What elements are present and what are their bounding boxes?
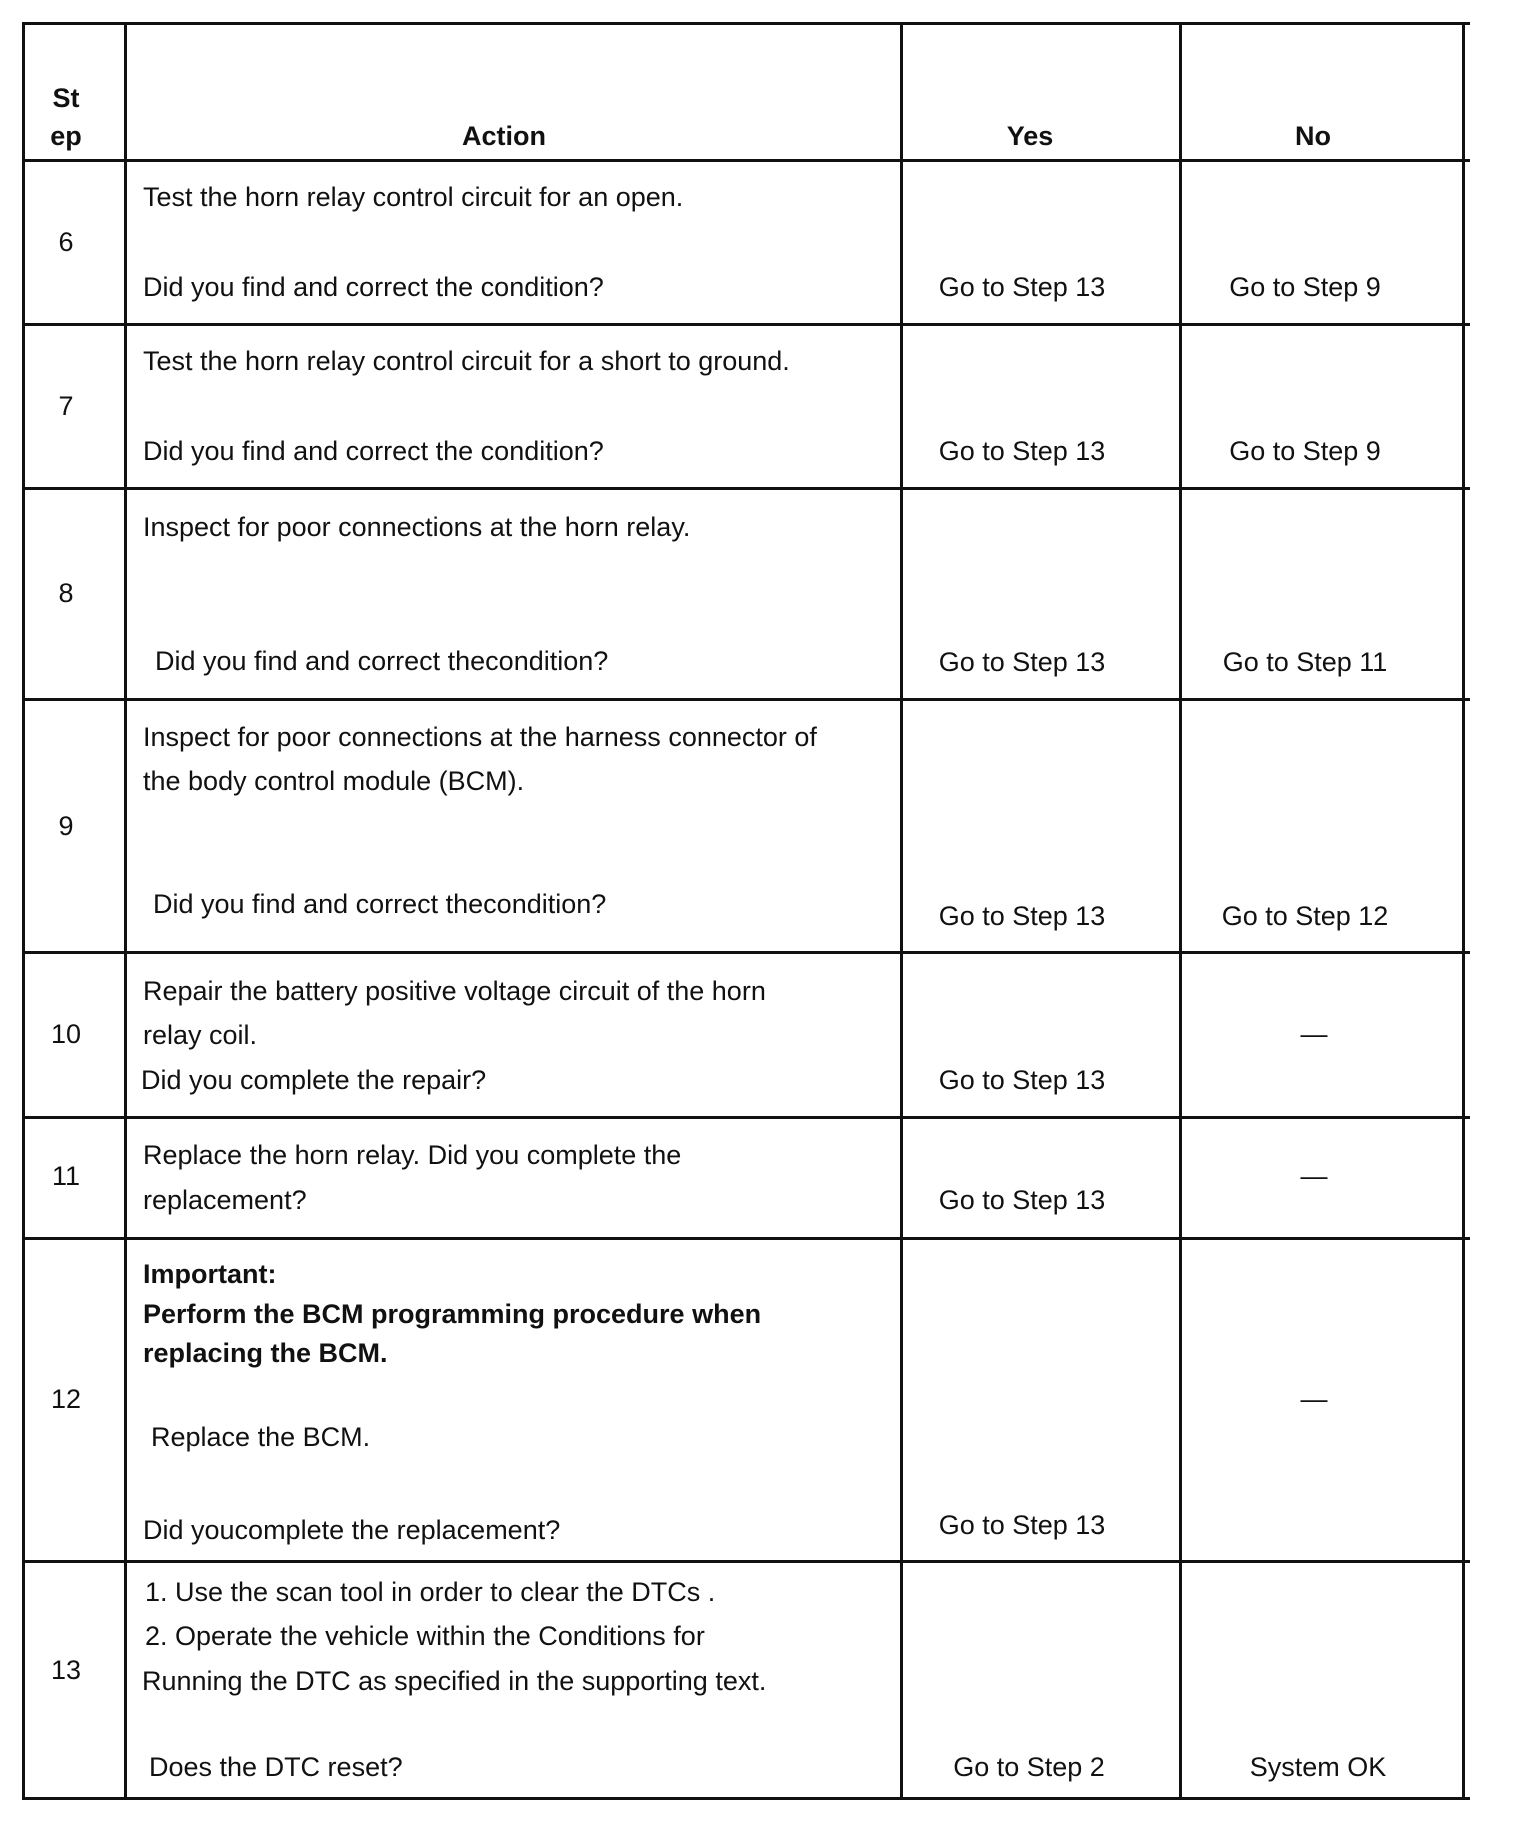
important-note: Perform the BCM programming procedure when: [143, 1299, 762, 1329]
no-cell-dash: —: [1300, 1384, 1328, 1414]
action-text: Replace the BCM.: [151, 1422, 371, 1452]
step-number: 12: [50, 1384, 82, 1414]
action-text-line2: the body control module (BCM).: [143, 766, 525, 796]
action-question: Did you find and correct the condition?: [143, 436, 604, 466]
action-list-item-1: 1. Use the scan tool in order to clear the DTCs .: [145, 1577, 716, 1607]
action-question: Did you complete the repair?: [141, 1065, 487, 1095]
action-question: Did you find and correct the​condition?: [153, 889, 607, 919]
no-cell: Go to Step 12: [1221, 901, 1389, 931]
action-text: Test the horn relay control circuit for a short to ground.: [143, 346, 790, 376]
step-number: 6: [58, 227, 74, 257]
no-cell-dash: —: [1300, 1161, 1328, 1191]
action-question: Did you​complete the replacement?: [143, 1515, 561, 1545]
action-text-line2: relay coil.: [143, 1020, 258, 1050]
header-step-line2: ep: [50, 121, 82, 151]
action-text: Repair the battery positive voltage circuit of the horn: [143, 976, 766, 1006]
header-no: No: [1295, 121, 1331, 151]
step-number: 8: [58, 578, 74, 608]
yes-cell: Go to Step 13: [938, 436, 1106, 466]
important-label: Important:: [143, 1259, 277, 1289]
step-number: 7: [58, 391, 74, 421]
yes-cell: Go to Step 2: [953, 1752, 1105, 1782]
action-text-line2: replacement?: [143, 1185, 307, 1215]
action-text: Replace the horn relay. Did you complete the: [143, 1140, 682, 1170]
no-cell: Go to Step 9: [1229, 436, 1381, 466]
action-question: Did you find and correct the​condition?: [155, 646, 609, 676]
header-action: Action: [462, 121, 546, 151]
important-note-line2: replacing the BCM.: [143, 1338, 388, 1368]
action-text: Inspect for poor connections at the harness connector of: [143, 722, 817, 752]
header-yes: Yes: [1006, 121, 1054, 151]
yes-cell: Go to Step 13: [938, 647, 1106, 677]
no-cell: Go to Step 9: [1229, 272, 1381, 302]
action-list-item-2: 2. Operate the vehicle within the Conditions for: [145, 1621, 705, 1651]
step-number: 11: [51, 1161, 81, 1191]
no-cell: Go to Step 11: [1222, 647, 1388, 677]
action-question: Does the DTC reset?: [149, 1752, 403, 1782]
action-text: Test the horn relay control circuit for an open.: [143, 182, 684, 212]
yes-cell: Go to Step 13: [938, 1185, 1106, 1215]
yes-cell: Go to Step 13: [938, 1065, 1106, 1095]
step-number: 10: [50, 1019, 82, 1049]
yes-cell: Go to Step 13: [938, 1510, 1106, 1540]
action-question: Did you find and correct the condition?: [143, 272, 604, 302]
action-text: Inspect for poor connections at the horn relay.: [143, 512, 691, 542]
no-cell-dash: —: [1300, 1019, 1328, 1049]
no-cell: System OK: [1249, 1752, 1387, 1782]
action-list-item-2-line2: Running the DTC as specified in the supporting text.: [142, 1666, 767, 1696]
step-number: 13: [50, 1655, 82, 1685]
step-number: 9: [58, 811, 74, 841]
header-step: St: [52, 83, 80, 113]
yes-cell: Go to Step 13: [938, 901, 1106, 931]
yes-cell: Go to Step 13: [938, 272, 1106, 302]
